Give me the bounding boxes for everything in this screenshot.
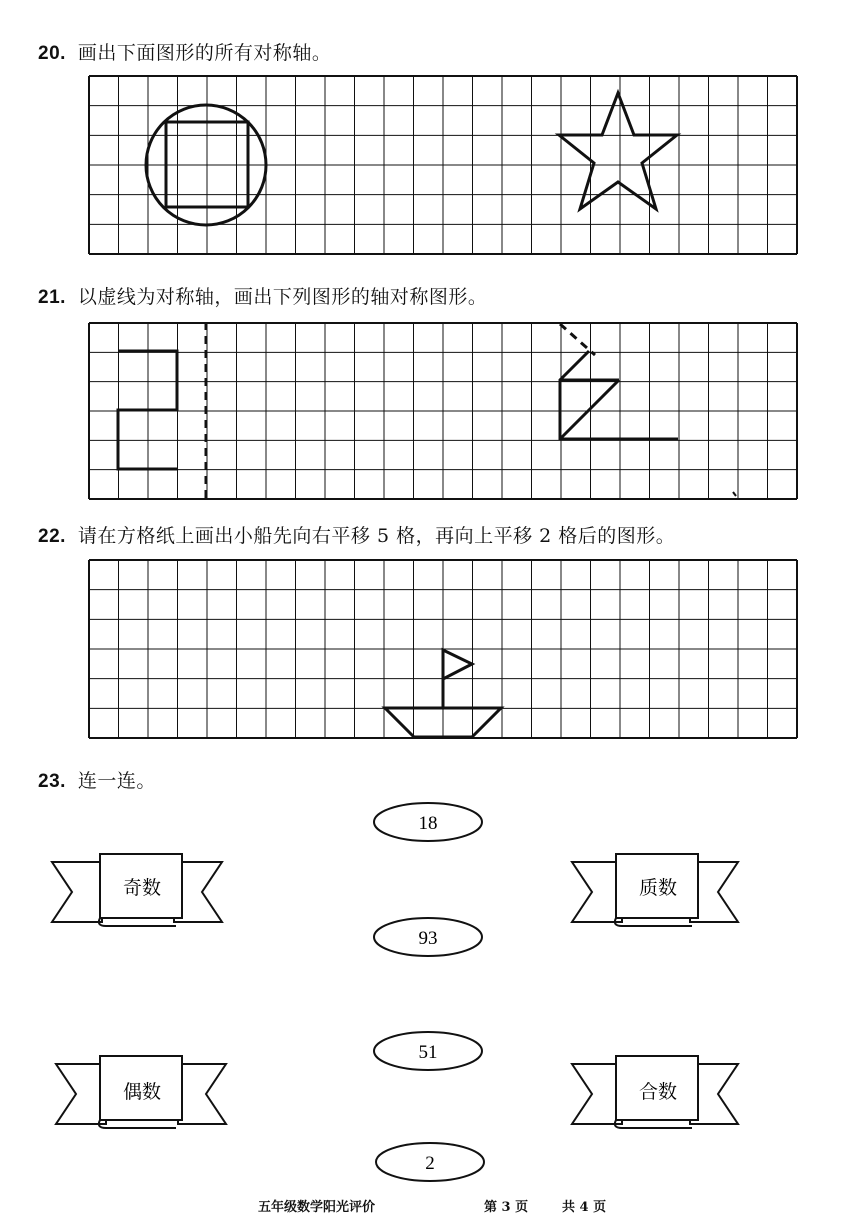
grid-q22 xyxy=(88,559,798,739)
ribbon-label: 合数 xyxy=(638,1081,678,1103)
question-20 xyxy=(38,38,331,65)
grid-q20 xyxy=(88,75,798,255)
question-22 xyxy=(38,521,675,548)
question-number: 21. xyxy=(38,287,66,308)
number-oval[interactable] xyxy=(374,1032,482,1070)
number-oval[interactable] xyxy=(374,918,482,956)
ribbon-label: 偶数 xyxy=(122,1081,162,1103)
number-oval[interactable] xyxy=(374,803,482,841)
number-label: 51 xyxy=(418,1042,438,1063)
right-figure-diagonal xyxy=(560,380,619,439)
number-oval[interactable] xyxy=(376,1143,484,1181)
number-label: 18 xyxy=(418,813,438,834)
ribbon-even[interactable] xyxy=(56,1056,226,1128)
right-figure xyxy=(560,351,678,439)
grid-q21 xyxy=(88,322,798,500)
matching-area xyxy=(0,790,868,1190)
number-label: 2 xyxy=(425,1153,435,1174)
ribbon-odd[interactable] xyxy=(52,854,222,926)
question-text: 画出下面图形的所有对称轴。 xyxy=(77,42,332,64)
ribbon-composite[interactable] xyxy=(572,1056,738,1128)
ribbon-label: 质数 xyxy=(638,877,678,899)
question-number: 23. xyxy=(38,771,66,792)
question-21 xyxy=(38,282,487,309)
footer-page: 第 3 页 xyxy=(484,1200,529,1215)
ribbon-label: 奇数 xyxy=(122,877,162,899)
grid-lines xyxy=(89,323,797,499)
ribbon-prime[interactable] xyxy=(572,854,738,926)
dashed-axis-diagonal xyxy=(560,324,595,355)
grid-lines xyxy=(89,76,797,254)
footer-title: 五年级数学阳光评价 xyxy=(258,1200,376,1215)
footer-total: 共 4 页 xyxy=(562,1200,607,1215)
question-number: 22. xyxy=(38,526,66,547)
question-number: 20. xyxy=(38,43,66,64)
question-text: 以虚线为对称轴，画出下列图形的轴对称图形。 xyxy=(77,286,488,308)
question-text: 连一连。 xyxy=(77,770,156,792)
question-text: 请在方格纸上画出小船先向右平移 5 格，再向上平移 2 格后的图形。 xyxy=(77,525,676,547)
star-shape xyxy=(559,93,677,209)
boat-flag xyxy=(443,650,472,679)
number-label: 93 xyxy=(418,928,438,949)
question-23 xyxy=(38,766,156,793)
small-mark xyxy=(733,492,736,496)
